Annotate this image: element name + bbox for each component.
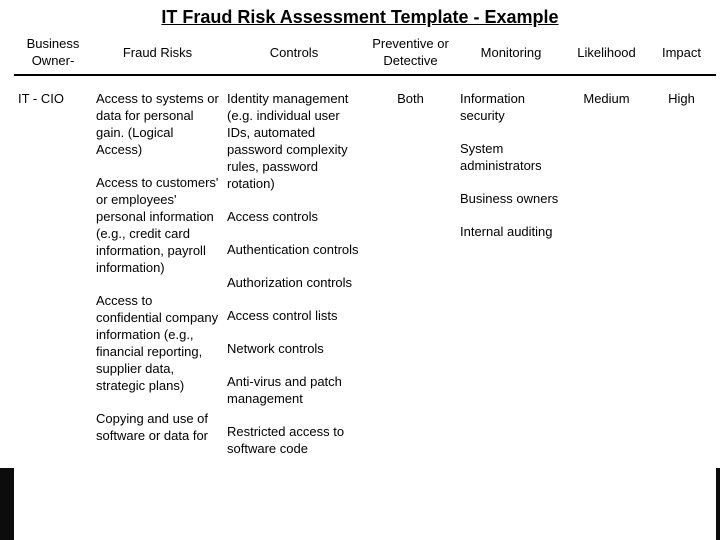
risk-table <box>14 30 716 473</box>
control-item: Restricted access to software code <box>227 424 345 456</box>
fraud-risk-item: Access to customers' or employees' personal information (e.g., credit card information, payroll information) <box>96 175 219 275</box>
page-title: IT Fraud Risk Assessment Template - Example <box>161 7 559 27</box>
header-impact: Impact <box>647 30 716 75</box>
cell-likelihood: Medium <box>583 91 630 106</box>
cell-impact: High <box>668 91 695 106</box>
cell-fraud-risks <box>92 75 223 473</box>
fraud-risk-item: Access to confidential company information (e.g., financial reporting, supplier data, strategic plans) <box>96 293 219 393</box>
monitoring-item: Internal auditing <box>460 224 553 239</box>
monitoring-item: Business owners <box>460 191 559 206</box>
control-item: Identity management (e.g. individual user IDs, automated password complexity rules, password rotation) <box>227 91 349 191</box>
header-likelihood: Likelihood <box>566 30 647 75</box>
header-controls: Controls <box>223 30 365 75</box>
fraud-risk-item: Access to systems or data for personal gain. (Logical Access) <box>96 91 219 157</box>
risk-assessment-sheet <box>14 30 716 540</box>
monitoring-item: Information security <box>460 91 526 123</box>
monitoring-item: System administrators <box>460 141 542 173</box>
header-preventive-detective: Preventive or Detective <box>365 30 456 75</box>
control-item: Access control lists <box>227 308 338 323</box>
fraud-risk-item: Copying and use of software or data for <box>96 411 209 443</box>
header-business-owner: Business Owner- <box>14 30 92 75</box>
control-item: Authorization controls <box>227 275 353 290</box>
cell-preventive-detective: Both <box>397 91 424 106</box>
header-row <box>14 30 716 75</box>
cell-controls <box>223 75 365 473</box>
cell-monitoring <box>456 75 566 473</box>
control-item: Access controls <box>227 209 319 224</box>
control-item: Anti-virus and patch management <box>227 374 342 406</box>
header-monitoring: Monitoring <box>456 30 566 75</box>
table-row <box>14 75 716 473</box>
control-item: Authentication controls <box>227 242 359 257</box>
control-item: Network controls <box>227 341 324 356</box>
cell-business-owner: IT - CIO <box>18 91 64 106</box>
header-fraud-risks: Fraud Risks <box>92 30 223 75</box>
